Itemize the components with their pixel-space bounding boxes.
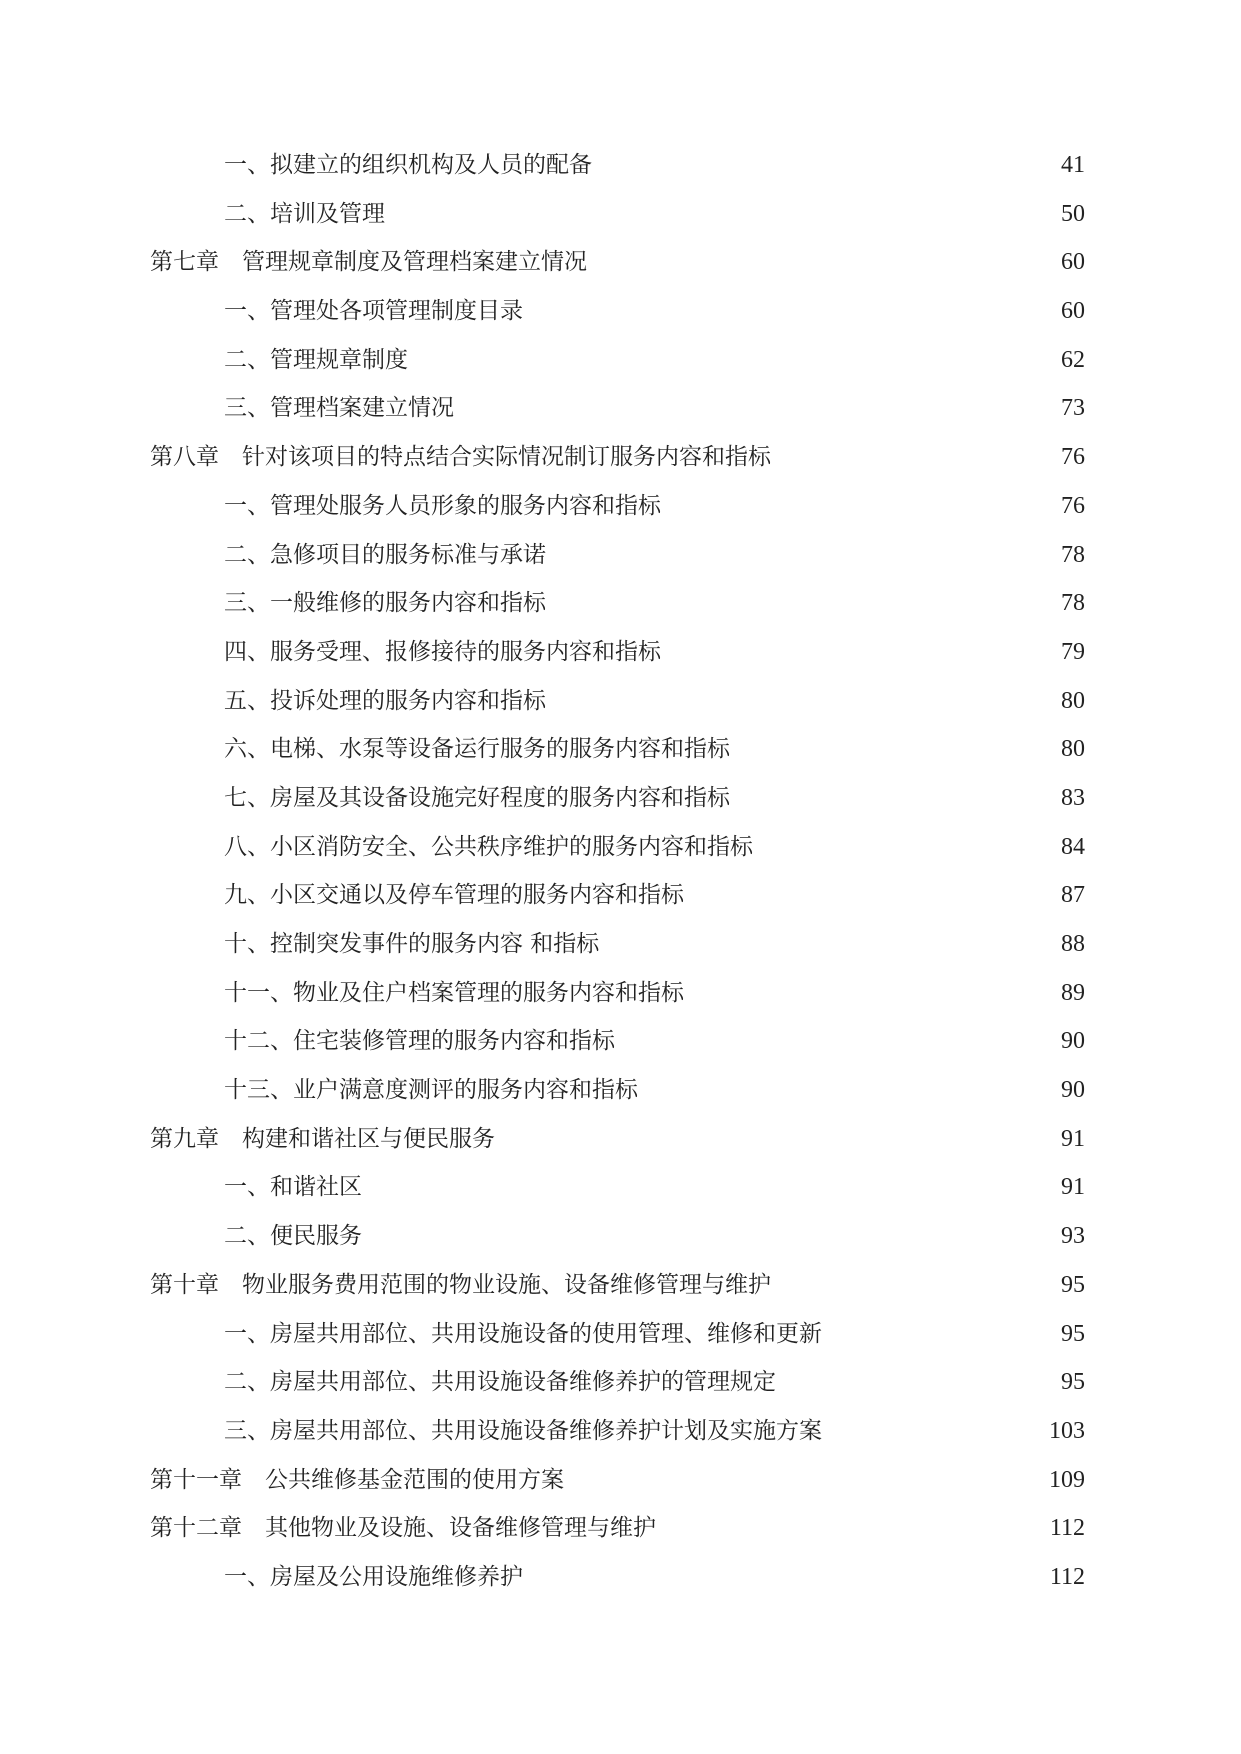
toc-page-number: 80 <box>1061 736 1085 763</box>
toc-chapter-entry[interactable] <box>0 1504 1241 1553</box>
toc-entry-title: 一、管理处各项管理制度目录 <box>224 298 523 325</box>
toc-page-number: 78 <box>1061 590 1085 617</box>
toc-section-entry[interactable] <box>0 1310 1241 1359</box>
toc-chapter-entry[interactable] <box>0 433 1241 482</box>
toc-section-entry[interactable] <box>0 871 1241 920</box>
toc-page-number: 50 <box>1061 200 1085 227</box>
toc-section-entry[interactable] <box>0 725 1241 774</box>
toc-page-number: 76 <box>1061 444 1085 471</box>
toc-entry-title: 三、房屋共用部位、共用设施设备维修养护计划及实施方案 <box>224 1417 822 1444</box>
toc-section-entry[interactable] <box>0 1017 1241 1066</box>
toc-entry-title: 一、和谐社区 <box>224 1174 362 1201</box>
toc-page-number: 78 <box>1061 541 1085 568</box>
toc-section-entry[interactable] <box>0 1163 1241 1212</box>
toc-entry-title: 四、服务受理、报修接待的服务内容和指标 <box>224 638 661 665</box>
toc-entry-title: 六、电梯、水泵等设备运行服务的服务内容和指标 <box>224 736 730 763</box>
toc-entry-title: 三、一般维修的服务内容和指标 <box>224 590 546 617</box>
toc-page-number: 95 <box>1061 1369 1085 1396</box>
toc-chapter-entry[interactable] <box>0 1261 1241 1310</box>
toc-entry-title: 十三、业户满意度测评的服务内容和指标 <box>224 1077 638 1104</box>
toc-entry-title: 十二、住宅装修管理的服务内容和指标 <box>224 1028 615 1055</box>
toc-section-entry[interactable] <box>0 482 1241 531</box>
toc-page-number: 93 <box>1061 1223 1085 1250</box>
toc-page-number: 89 <box>1061 979 1085 1006</box>
toc-page-number: 60 <box>1061 298 1085 325</box>
toc-page-number: 62 <box>1061 346 1085 373</box>
toc-entry-title: 一、管理处服务人员形象的服务内容和指标 <box>224 492 661 519</box>
toc-page-number: 90 <box>1061 1028 1085 1055</box>
toc-page-number: 80 <box>1061 687 1085 714</box>
toc-section-entry[interactable] <box>0 920 1241 969</box>
toc-section-entry[interactable] <box>0 823 1241 872</box>
toc-entry-title: 第七章 管理规章制度及管理档案建立情况 <box>150 249 587 276</box>
toc-entry-title: 八、小区消防安全、公共秩序维护的服务内容和指标 <box>224 833 753 860</box>
toc-chapter-entry[interactable] <box>0 1115 1241 1164</box>
toc-section-entry[interactable] <box>0 287 1241 336</box>
toc-entry-title: 一、房屋及公用设施维修养护 <box>224 1563 523 1590</box>
toc-page-number: 73 <box>1061 395 1085 422</box>
toc-section-entry[interactable] <box>0 969 1241 1018</box>
toc-entry-title: 二、管理规章制度 <box>224 346 408 373</box>
toc-page-number: 103 <box>1049 1417 1085 1444</box>
toc-section-entry[interactable] <box>0 531 1241 580</box>
toc-page-number: 88 <box>1061 931 1085 957</box>
toc-entry-title: 二、急修项目的服务标准与承诺 <box>224 541 546 568</box>
toc-entry-title: 二、培训及管理 <box>224 200 385 227</box>
toc-entry-title: 第十章 物业服务费用范围的物业设施、设备维修管理与维护 <box>150 1271 771 1298</box>
toc-section-entry[interactable] <box>0 1553 1241 1602</box>
toc-entry-title: 五、投诉处理的服务内容和指标 <box>224 687 546 714</box>
toc-entry-title: 十一、物业及住户档案管理的服务内容和指标 <box>224 979 684 1006</box>
toc-section-entry[interactable] <box>0 628 1241 677</box>
toc-page-number: 95 <box>1061 1320 1085 1347</box>
toc-section-entry[interactable] <box>0 1358 1241 1407</box>
toc-page-number: 91 <box>1061 1174 1085 1201</box>
toc-entry-title: 一、拟建立的组织机构及人员的配备 <box>224 152 592 178</box>
toc-entry-title: 十、控制突发事件的服务内容 和指标 <box>224 931 600 957</box>
toc-page-number: 79 <box>1061 638 1085 665</box>
toc-chapter-entry[interactable] <box>0 238 1241 287</box>
toc-entry-title: 第十二章 其他物业及设施、设备维修管理与维护 <box>150 1515 656 1542</box>
toc-section-entry[interactable] <box>0 1212 1241 1261</box>
toc-section-entry[interactable] <box>0 190 1241 239</box>
toc-entry-title: 第十一章 公共维修基金范围的使用方案 <box>150 1466 564 1493</box>
toc-section-entry[interactable] <box>0 336 1241 385</box>
toc-entry-title: 二、房屋共用部位、共用设施设备维修养护的管理规定 <box>224 1369 776 1396</box>
toc-entry-title: 第八章 针对该项目的特点结合实际情况制订服务内容和指标 <box>150 444 771 471</box>
toc-page-number: 90 <box>1061 1077 1085 1104</box>
toc-page-number: 91 <box>1061 1125 1085 1152</box>
toc-page-number: 112 <box>1049 1515 1085 1542</box>
toc-entry-title: 九、小区交通以及停车管理的服务内容和指标 <box>224 882 684 909</box>
toc-page-number: 95 <box>1061 1271 1085 1298</box>
toc-page-number: 87 <box>1061 882 1085 909</box>
toc-page-number: 109 <box>1049 1466 1085 1493</box>
table-of-contents <box>0 141 1241 1602</box>
toc-page-number: 83 <box>1061 784 1085 811</box>
toc-page-number: 84 <box>1061 833 1085 860</box>
toc-section-entry[interactable] <box>0 579 1241 628</box>
toc-section-entry[interactable] <box>0 1066 1241 1115</box>
toc-page-number: 41 <box>1061 152 1085 178</box>
toc-section-entry[interactable] <box>0 384 1241 433</box>
toc-entry-title: 一、房屋共用部位、共用设施设备的使用管理、维修和更新 <box>224 1320 822 1347</box>
toc-page-number: 112 <box>1049 1563 1085 1590</box>
toc-page-number: 60 <box>1061 249 1085 276</box>
toc-entry-title: 七、房屋及其设备设施完好程度的服务内容和指标 <box>224 784 730 811</box>
toc-section-entry[interactable] <box>0 677 1241 726</box>
toc-entry-title: 三、管理档案建立情况 <box>224 395 454 422</box>
toc-section-entry[interactable] <box>0 141 1241 190</box>
toc-entry-title: 第九章 构建和谐社区与便民服务 <box>150 1125 495 1152</box>
toc-section-entry[interactable] <box>0 1407 1241 1456</box>
toc-entry-title: 二、便民服务 <box>224 1223 362 1250</box>
toc-chapter-entry[interactable] <box>0 1456 1241 1505</box>
toc-page-number: 76 <box>1061 492 1085 519</box>
toc-section-entry[interactable] <box>0 774 1241 823</box>
